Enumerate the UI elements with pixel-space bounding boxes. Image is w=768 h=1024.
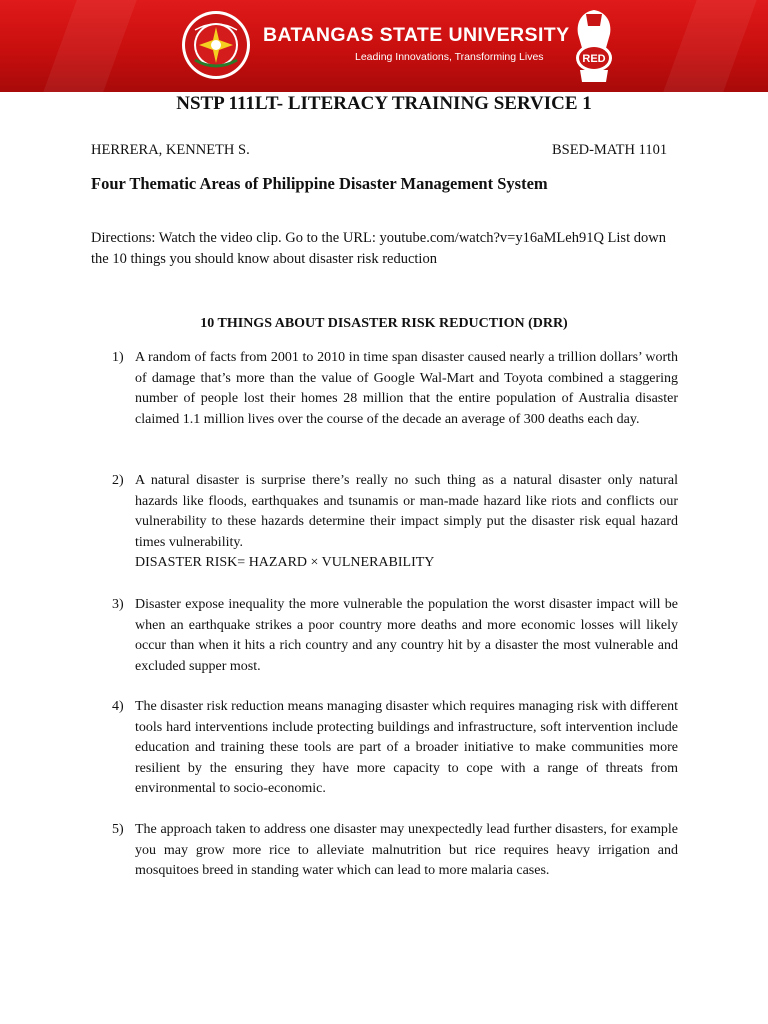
list-item-text: The disaster risk reduction means managing disaster which requires managing risk with different tools hard interventions include protecting buildings and infrastructure, soft intervention include education and training these tools are part of a broader initiative to make communities more resilient by the ensuring they have more capacity to cope with a range of threats from environmental to socio-economic. (135, 699, 678, 797)
document-title: NSTP 111LT- LITERACY TRAINING SERVICE 1 (176, 93, 592, 114)
list-item (112, 697, 678, 800)
list-item-text: A random of facts from 2001 to 2010 in time span disaster caused nearly a trillion dollars’ worth of damage that’s more than the value of Google Wal-Mart and Toyota combined a staggering number of people lost their homes 28 million that the entire population of Australia disaster claimed 1.1 million lives over the course of the decade an average of 300 deaths each day. (135, 350, 678, 427)
university-seal-icon (181, 10, 251, 80)
svg-text:RED: RED (582, 53, 606, 65)
list-item-number: 5) (112, 822, 124, 837)
directions-text: Directions: Watch the video clip. Go to the URL: youtube.com/watch?v=y16aMLeh91Q List down the 10 things you should know about disaster risk reduction (91, 230, 666, 267)
list-item-number: 1) (112, 350, 124, 365)
university-tagline: Leading Innovations, Transforming Lives (355, 51, 544, 63)
disaster-risk-formula: DISASTER RISK= HAZARD × VULNERABILITY (135, 555, 435, 571)
list-item (112, 820, 678, 882)
red-spartan-logo-icon (566, 8, 622, 84)
list-item-number: 3) (112, 597, 124, 612)
list-item-text: A natural disaster is surprise there’s really no such thing as a natural disaster only natural hazards like floods, earthquakes and tsunamis or man-made hazard like riots and conflicts our vulnerability to these hazards determine their impact simply put the disaster risk equal hazard times vulnerability. (135, 473, 678, 550)
list-item (112, 348, 678, 430)
list-item-text: The approach taken to address one disaster may unexpectedly lead further disasters, for example you may grow more rice to alleviate malnutrition but rice requires heavy irrigation and mosquitoes breed in standing water which can lead to more malaria cases. (135, 822, 678, 879)
university-name: BATANGAS STATE UNIVERSITY (263, 24, 570, 46)
list-item-number: 4) (112, 699, 124, 714)
list-item-number: 2) (112, 473, 124, 488)
list-item (112, 595, 678, 677)
list-item-text: Disaster expose inequality the more vulnerable the population the worst disaster impact will be when an earthquake strikes a poor country more deaths and more economic losses will likely occur than when it hits a rich country and any country hit by a disaster the most vulnerable and excluded supper most. (135, 597, 678, 674)
university-banner (0, 0, 768, 92)
document-subtitle: Four Thematic Areas of Philippine Disaster Management System (91, 174, 548, 193)
list-item (112, 471, 678, 574)
course-section: BSED-MATH 1101 (552, 142, 668, 158)
section-heading: 10 THINGS ABOUT DISASTER RISK REDUCTION (DRR) (200, 316, 568, 331)
student-name: HERRERA, KENNETH S. (91, 142, 250, 158)
